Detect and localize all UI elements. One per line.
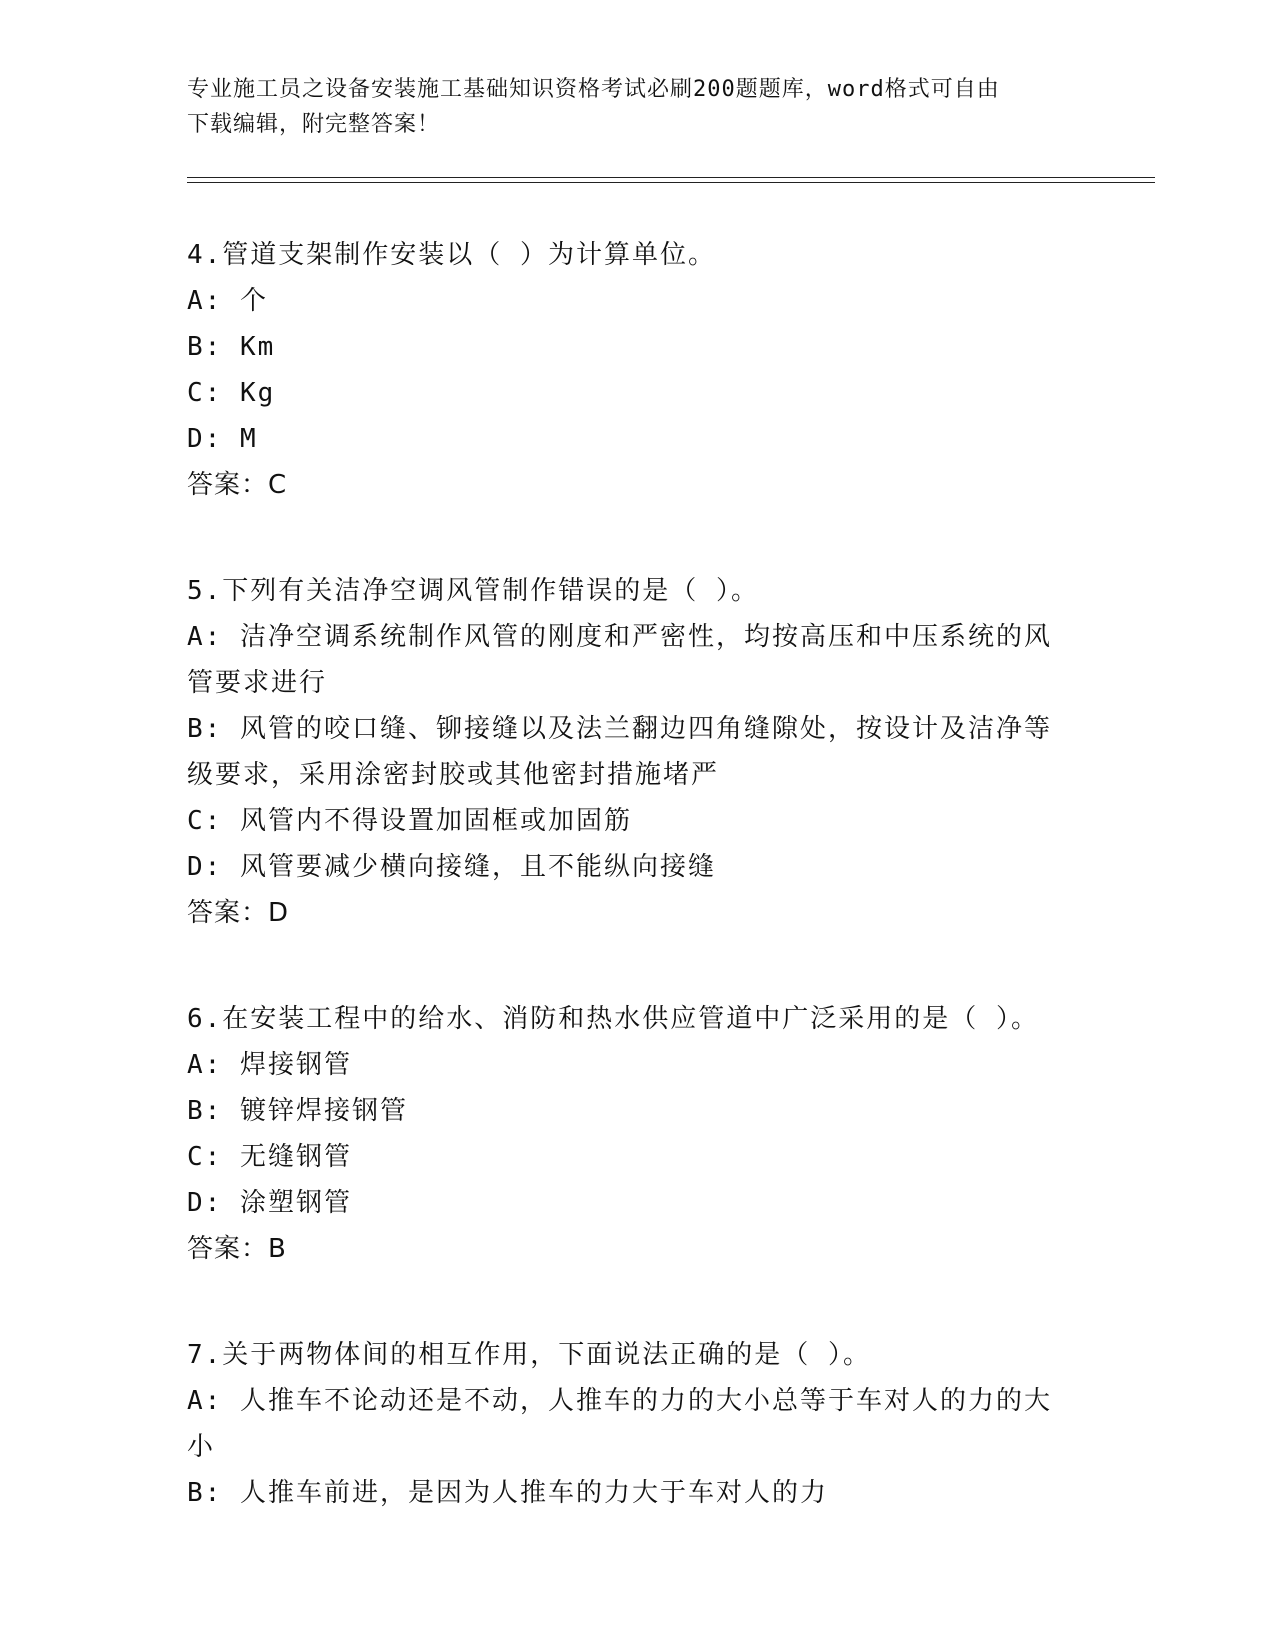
question-gap xyxy=(187,1272,1067,1332)
option-d: D: M xyxy=(187,424,258,454)
question-stem: 7.关于两物体间的相互作用，下面说法正确的是（ ）。 xyxy=(187,1340,871,1370)
option-a: A: 个 xyxy=(187,286,268,316)
header-title-line-1: 专业施工员之设备安装施工基础知识资格考试必刷200题题库，word格式可自由 xyxy=(187,77,1000,102)
option-b: B: 人推车前进，是因为人推车的力大于车对人的力 xyxy=(187,1478,828,1508)
question-stem: 4.管道支架制作安装以（ ）为计算单位。 xyxy=(187,240,716,270)
answer: 答案：C xyxy=(187,470,288,500)
question-list xyxy=(187,232,1067,1516)
option-d: D: 涂塑钢管 xyxy=(187,1188,352,1218)
document-header xyxy=(187,72,1067,142)
answer: 答案：B xyxy=(187,1234,287,1264)
option-a: A: 焊接钢管 xyxy=(187,1050,352,1080)
option-c: C: 无缝钢管 xyxy=(187,1142,352,1172)
question-5 xyxy=(187,568,1067,936)
question-7 xyxy=(187,1332,1067,1516)
header-divider-top xyxy=(187,177,1155,178)
header-title-line-2: 下载编辑，附完整答案！ xyxy=(187,112,441,137)
option-c: C: 风管内不得设置加固框或加固筋 xyxy=(187,806,632,836)
answer: 答案：D xyxy=(187,898,290,928)
option-b: B: 风管的咬口缝、铆接缝以及法兰翻边四角缝隙处，按设计及洁净等级要求，采用涂密封胶或其他密封措施堵严 xyxy=(187,714,1052,790)
question-stem: 6.在安装工程中的给水、消防和热水供应管道中广泛采用的是（ ）。 xyxy=(187,1004,1039,1034)
question-stem: 5.下列有关洁净空调风管制作错误的是（ ）。 xyxy=(187,576,759,606)
option-d: D: 风管要减少横向接缝，且不能纵向接缝 xyxy=(187,852,716,882)
option-a: A: 洁净空调系统制作风管的刚度和严密性，均按高压和中压系统的风管要求进行 xyxy=(187,622,1052,698)
option-b: B: 镀锌焊接钢管 xyxy=(187,1096,408,1126)
option-b: B: Km xyxy=(187,332,276,362)
header-divider-bottom xyxy=(187,182,1155,183)
question-6 xyxy=(187,996,1067,1272)
question-gap xyxy=(187,508,1067,568)
question-gap xyxy=(187,936,1067,996)
option-c: C: Kg xyxy=(187,378,276,408)
option-a: A: 人推车不论动还是不动，人推车的力的大小总等于车对人的力的大小 xyxy=(187,1386,1052,1462)
question-4 xyxy=(187,232,1067,508)
